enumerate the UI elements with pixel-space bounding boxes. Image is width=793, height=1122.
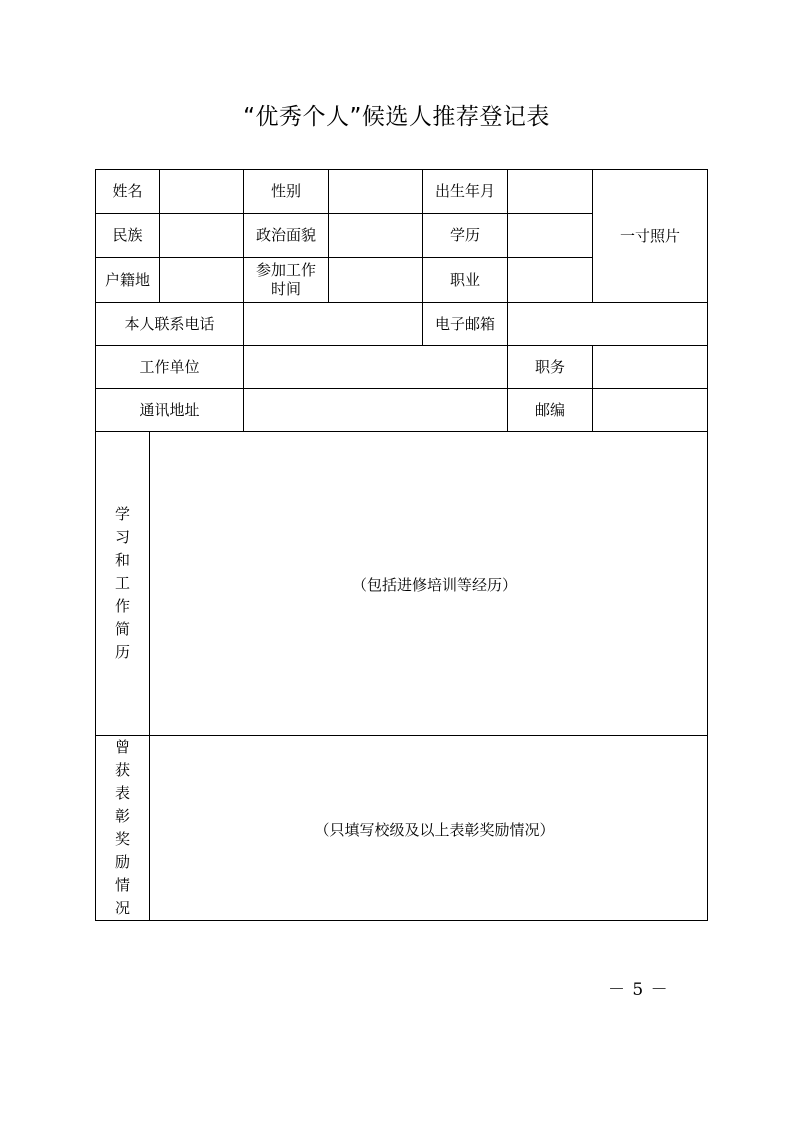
ethnicity-value-cell[interactable] bbox=[160, 214, 244, 257]
position-label: 职务 bbox=[508, 346, 593, 389]
page-number: － 5 － bbox=[608, 980, 669, 1000]
occupation-label: 职业 bbox=[423, 258, 508, 303]
email-value-cell[interactable] bbox=[508, 303, 708, 346]
phone-label: 本人联系电话 bbox=[96, 303, 244, 346]
political-label: 政治面貌 bbox=[244, 214, 329, 258]
postcode-label: 邮编 bbox=[508, 389, 593, 432]
form-title: “优秀个人”候选人推荐登记表 bbox=[243, 104, 550, 130]
address-label: 通讯地址 bbox=[96, 389, 244, 432]
email-label: 电子邮箱 bbox=[423, 303, 508, 346]
photo-cell[interactable]: 一寸照片 bbox=[593, 170, 708, 303]
address-value-cell[interactable] bbox=[244, 389, 508, 432]
education-label: 学历 bbox=[423, 214, 508, 258]
form-row bbox=[96, 736, 708, 921]
work-start-label: 参加工作时间 bbox=[244, 258, 329, 303]
political-value-cell[interactable] bbox=[329, 214, 423, 258]
awards-note: （只填写校级及以上表彰奖励情况） bbox=[314, 820, 555, 839]
hukou-value-cell[interactable] bbox=[160, 258, 244, 302]
hukou-label: 户籍地 bbox=[96, 258, 160, 302]
position-value-cell[interactable] bbox=[593, 346, 708, 389]
registration-form-table bbox=[95, 169, 708, 921]
employer-label: 工作单位 bbox=[96, 346, 244, 389]
birth-label: 出生年月 bbox=[423, 170, 508, 214]
form-row bbox=[96, 389, 708, 432]
gender-label: 性别 bbox=[244, 170, 329, 214]
resume-input-area[interactable] bbox=[150, 432, 708, 736]
education-value-cell[interactable] bbox=[508, 214, 593, 258]
birth-value-cell[interactable] bbox=[508, 170, 593, 214]
phone-value-cell[interactable] bbox=[244, 303, 423, 346]
form-row bbox=[96, 432, 708, 736]
form-row bbox=[96, 346, 708, 389]
resume-section-label: 学习和工作简历 bbox=[96, 432, 150, 736]
work-start-value-cell[interactable] bbox=[329, 258, 423, 303]
postcode-value-cell[interactable] bbox=[593, 389, 708, 432]
name-label: 姓名 bbox=[96, 170, 160, 213]
awards-section-label: 曾获表彰奖励情况 bbox=[96, 736, 150, 921]
occupation-value-cell[interactable] bbox=[508, 258, 593, 303]
ethnicity-label: 民族 bbox=[96, 214, 160, 257]
gender-value-cell[interactable] bbox=[329, 170, 423, 214]
employer-value-cell[interactable] bbox=[244, 346, 508, 389]
name-value-cell[interactable] bbox=[160, 170, 244, 213]
awards-input-area[interactable] bbox=[150, 736, 708, 921]
form-row bbox=[96, 303, 708, 346]
resume-note: （包括进修培训等经历） bbox=[351, 576, 517, 595]
form-row bbox=[96, 170, 708, 214]
